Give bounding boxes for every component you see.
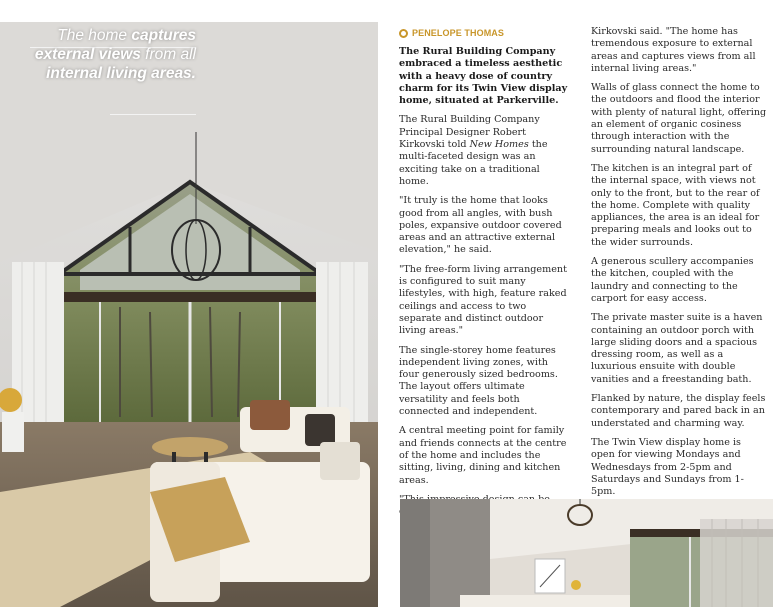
photo-caption <box>14 26 196 83</box>
caption-bottom-rule <box>110 114 196 115</box>
bedroom-illustration <box>400 499 773 607</box>
paragraph: "It truly is the home that looks good from all angles, with bush poles, expansive outdoor covered areas and an attractive external elevation," he said. <box>399 195 562 256</box>
article-column-2 <box>591 26 767 505</box>
paragraph: The Rural Building Company Principal Designer Robert Kirkovski told New Homes the multi-faceted design was an exciting take on a traditional home. <box>399 114 548 187</box>
paragraph: A generous scullery accompanies the kitchen, coupled with the laundry and connecting to the carport for easy access. <box>591 256 754 304</box>
paragraph: Flanked by nature, the display feels contemporary and pared back in an understated and charming way. <box>591 393 766 429</box>
byline-circle-icon <box>399 29 408 38</box>
living-room-photo <box>0 22 378 607</box>
living-room-illustration <box>0 22 378 607</box>
paragraph: Walls of glass connect the home to the outdoors and flood the interior with plenty of natural light, offering an element of organic cosiness through interaction with the surrounding natural landscape. <box>591 82 767 155</box>
paragraph: The single-storey home features independent living zones, with four generously sized bedrooms. The layout offers ultimate versatility and feels both connected and independent. <box>399 344 558 418</box>
byline-author: PENELOPE THOMAS <box>412 28 505 38</box>
caption-line-2: external views from all <box>34 46 196 63</box>
paragraph: The Twin View display home is open for viewing Mondays and Wednesdays from 2-5pm and Saturdays and Sundays from 1-5pm. <box>591 436 744 498</box>
caption-line-1: The home captures <box>57 27 196 44</box>
bedroom-photo <box>400 499 773 607</box>
paragraph: A central meeting point for family and friends connects at the centre of the home and includes the sitting, living, dining and kitchen areas. <box>399 425 567 486</box>
caption-line-3: internal living areas. <box>46 65 196 82</box>
lead-paragraph: The Rural Building Company embraced a timeless aesthetic with a heavy dose of country charm for its Twin View display home, situated at Parkerville. <box>399 46 568 107</box>
paragraph: The kitchen is an integral part of the internal space, with views not only to the front, but to the rear of the home. Complete with quality appliances, the area is an ideal for preparing meals and looks out to the wider surrounds. <box>591 162 760 248</box>
paragraph: The private master suite is a haven containing an outdoor porch with large sliding doors and a spacious dressing room, as well as a luxurious ensuite with double vanities and a freestanding bath. <box>591 312 763 385</box>
article-column-1 <box>399 46 571 525</box>
paragraph: Kirkovski said. "The home has tremendous exposure to external areas and captures views from all internal living areas." <box>591 26 756 74</box>
byline <box>399 28 504 38</box>
paragraph: "The free-form living arrangement is configured to suit many lifestyles, with high, feature raked ceilings and access to two separate and distinct outdoor living areas." <box>399 263 567 337</box>
